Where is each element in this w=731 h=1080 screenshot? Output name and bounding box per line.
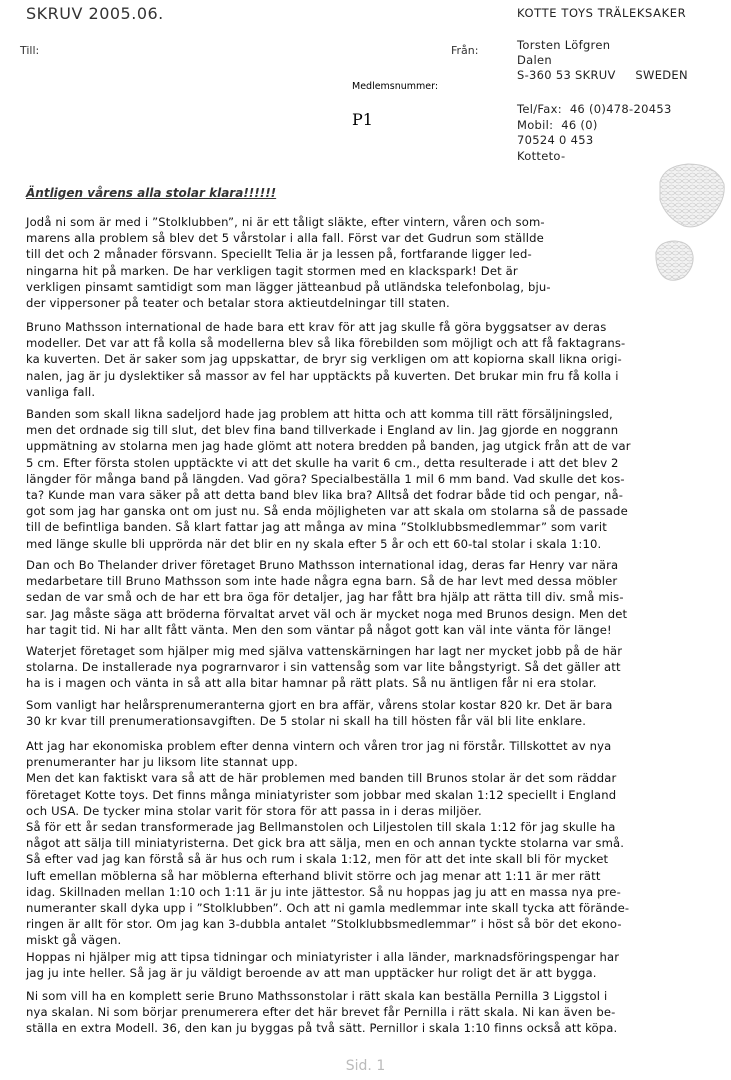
text-line: 30 kr kvar till prenumerationsavgiften. De 5 stolar ni skall ha till hösten får väl bli lite enklare. <box>26 714 587 729</box>
paragraph <box>26 697 612 729</box>
text-line: modeller. Det var att få kolla så modellerna blev så lika förebilden som möjligt och att få faktagrans- <box>26 336 626 351</box>
text-line: ställa en extra Modell. 36, den kan ju byggas på två sätt. Pernillor i skala 1:10 finns också att köpa. <box>26 1021 618 1036</box>
paragraph <box>26 738 629 981</box>
pinecone-logo-large <box>654 160 728 232</box>
sender-address <box>517 38 688 83</box>
contact-line: Mobil: 46 (0) <box>517 117 598 132</box>
text-line: prenumeranter har ju liksom lite stannat upp. <box>26 755 298 770</box>
text-line: nalen, jag är ju dyslektiker så massor av fel har upptäckts på kuverten. Det brukar min fru få kolla i <box>26 368 619 383</box>
text-line: med länge skulle bli upprörda när det blir en ny skala efter 5 år och ett 60-tal stolar i skala 1:10. <box>26 536 602 551</box>
text-line: Så för ett år sedan transformerade jag Bellmanstolen och Liljestolen till skala 1:12 för jag skulle ha <box>26 820 616 835</box>
contact-line: 70524 0 453 <box>517 133 594 147</box>
text-line: Banden som skall likna sadeljord hade jag problem att hitta och att komma till rätt försäljningsled, <box>26 407 613 421</box>
text-line: ningarna hit på marken. De har verkligen tagit stormen med en klackspark! Det är <box>26 263 518 278</box>
text-line: och USA. De tycker mina stolar varit för stora för att passa in i deras miljöer. <box>26 803 482 818</box>
text-line: numeranter skall dyka upp i ”Stolklubben”. Och att ni gamla medlemmar inte skall tycka att förände- <box>26 901 630 916</box>
text-line: verkligen pinsamt samtidigt som man lägger jätteanbud på utländska telefonbolag, bju- <box>26 279 551 294</box>
text-line: medarbetare till Bruno Mathsson som inte hade några egna barn. Så de har levt med dessa möbler <box>26 574 618 589</box>
contact-line: Tel/Fax: 46 (0)478-20453 <box>517 102 672 116</box>
text-line: Jodå ni som är med i ”Stolklubben”, ni är ett tåligt släkte, efter vintern, våren och som- <box>26 215 545 229</box>
text-line: Bruno Mathsson international de hade bara ett krav för att jag skulle få göra byggsatser av deras <box>26 320 607 334</box>
text-line: marens alla problem så blev det 5 vårstolar i alla fall. Först var det Gudrun som ställde <box>26 231 544 246</box>
text-line: got som jag har ganska ont om just nu. Så enda möjligheten var att skala om stolarna så de passade <box>26 504 628 519</box>
text-line: till det och 2 månader försvann. Speciellt Telia är ja lessen på, fortfarande ligger led- <box>26 247 532 262</box>
text-line: jag ju inte heller. Så jag är ju väldigt beroende av att man upptäcker hur roligt det är att bygga. <box>26 965 597 980</box>
pinecone-logo-small <box>651 238 697 284</box>
text-line: till de befintliga banden. Så klart fattar jag att många av mina ”Stolklubbsmedlemmar” som varit <box>26 520 607 535</box>
text-line: uppmätning av stolarna men jag hade glömt att notera bredden på banden, jag utgick från att de var <box>26 439 631 454</box>
member-number: P1 <box>352 110 373 129</box>
text-line: ha is i magen och vänta in så att alla bitar hamnar på rätt plats. Så nu äntligen får ni era stolar. <box>26 676 597 691</box>
text-line: vanliga fall. <box>26 384 96 399</box>
text-line: der vippersoner på teater och betalar stora aktieutdelningar till staten. <box>26 296 450 311</box>
contact-info <box>517 102 672 164</box>
text-line: ka kuverten. Det är saker som jag uppskattar, de bryr sig verkligen om att kopiorna skall likna origi- <box>26 352 622 367</box>
text-line: Men det kan faktiskt vara så att de här problemen med banden till Brunos stolar är det som räddar <box>26 771 617 786</box>
text-line: ringen är allt för stor. Om jag kan 3-dubbla antalet ”Stolklubbsmedlemmar” i höst så bör det ekono- <box>26 917 622 932</box>
paragraph <box>26 643 622 692</box>
text-line: miskt gå vägen. <box>26 933 122 948</box>
text-line: Så efter vad jag kan förstå så är hus och rum i skala 1:12, men för att det inte skall bli för mycket <box>26 852 609 867</box>
text-line: Som vanligt har helårsprenumeranterna gjort en bra affär, vårens stolar kostar 820 kr. Det är bara <box>26 698 613 712</box>
text-line: idag. Skillnaden mellan 1:10 och 1:11 är ju inte jättestor. Så nu hoppas jag ju att en massa nya pre- <box>26 884 621 899</box>
sender-line: Dalen <box>517 53 552 67</box>
text-line: Ni som vill ha en komplett serie Bruno Mathssonstolar i rätt skala kan beställa Pernilla 3 Liggstol i <box>26 989 608 1003</box>
text-line: Att jag har ekonomiska problem efter denna vintern och våren tror jag ni förstår. Tillskottet av nya <box>26 739 612 753</box>
text-line: företaget Kotte toys. Det finns många miniatyrister som jobbar med skalan 1:12 speciellt i England <box>26 787 617 802</box>
text-line: 5 cm. Efter första stolen upptäckte vi att det skulle ha varit 6 cm., detta resulterade i att det blev 2 <box>26 455 619 470</box>
page-number: Sid. 1 <box>345 1058 386 1074</box>
text-line: men det ordnade sig till slut, det blev fina band tillverkade i England av lin. Jag gjorde en noggrann <box>26 423 619 438</box>
text-line: ta? Kunde man vara säker på att detta band blev lika bra? Alltså det fodrar både tid och pengar, nå- <box>26 488 624 503</box>
text-line: längder för många band på längden. Vad göra? Specialbeställa 1 mil 6 mm band. Vad skulle det kos- <box>26 471 625 486</box>
text-line: nya skalan. Ni som börjar prenumerera efter det här brevet får Pernilla i rätt skala. Ni kan även be- <box>26 1005 616 1020</box>
sender-line: S-360 53 SKRUV SWEDEN <box>517 68 688 82</box>
headline: Äntligen vårens alla stolar klara!!!!!! <box>26 186 277 200</box>
member-number-label: Medlemsnummer: <box>352 81 439 92</box>
text-line: sedan de var små och de har ett bra öga för detaljer, jag har fått bra hjälp att rätta till div. små mis- <box>26 590 624 605</box>
text-line: Hoppas ni hjälper mig att tipsa tidningar och miniatyrister i alla länder, marknadsföringspengar har <box>26 949 620 964</box>
text-line: något att sälja till miniatyristerna. Det gick bra att sälja, men en och annan tyckte stolarna var små. <box>26 836 625 851</box>
text-line: luft emellan möblerna så har möblerna efterhand blivit större och jag menar att 1:11 är mer rätt <box>26 868 601 883</box>
paragraph <box>26 214 551 311</box>
paragraph <box>26 319 625 400</box>
text-line: Waterjet företaget som hjälper mig med själva vattenskärningen har lagt ner mycket jobb på de här <box>26 644 623 658</box>
sender-line: Torsten Löfgren <box>517 38 611 52</box>
fran-label: Från: <box>451 44 479 57</box>
document-title: SKRUV 2005.06. <box>26 4 164 23</box>
contact-line: Kotteto- <box>517 148 566 163</box>
till-label: Till: <box>20 44 40 57</box>
paragraph <box>26 988 617 1037</box>
paragraph <box>26 557 627 638</box>
text-line: Dan och Bo Thelander driver företaget Bruno Mathsson international idag, deras far Henry var nära <box>26 558 619 572</box>
paragraph <box>26 406 631 552</box>
text-line: stolarna. De installerade nya pograrnvaror i sin vattensåg som var lite bångstyrigt. Så det gäller att <box>26 660 621 675</box>
company-name: KOTTE TOYS TRÄLEKSAKER <box>517 6 687 20</box>
text-line: har tagit tid. Ni har allt fått vänta. Men den som väntar på något gott kan väl inte vänta för länge! <box>26 622 612 637</box>
text-line: sar. Jag måste säga att bröderna förvaltat arvet väl och är mycket noga med Brunos design. Men det <box>26 606 628 621</box>
